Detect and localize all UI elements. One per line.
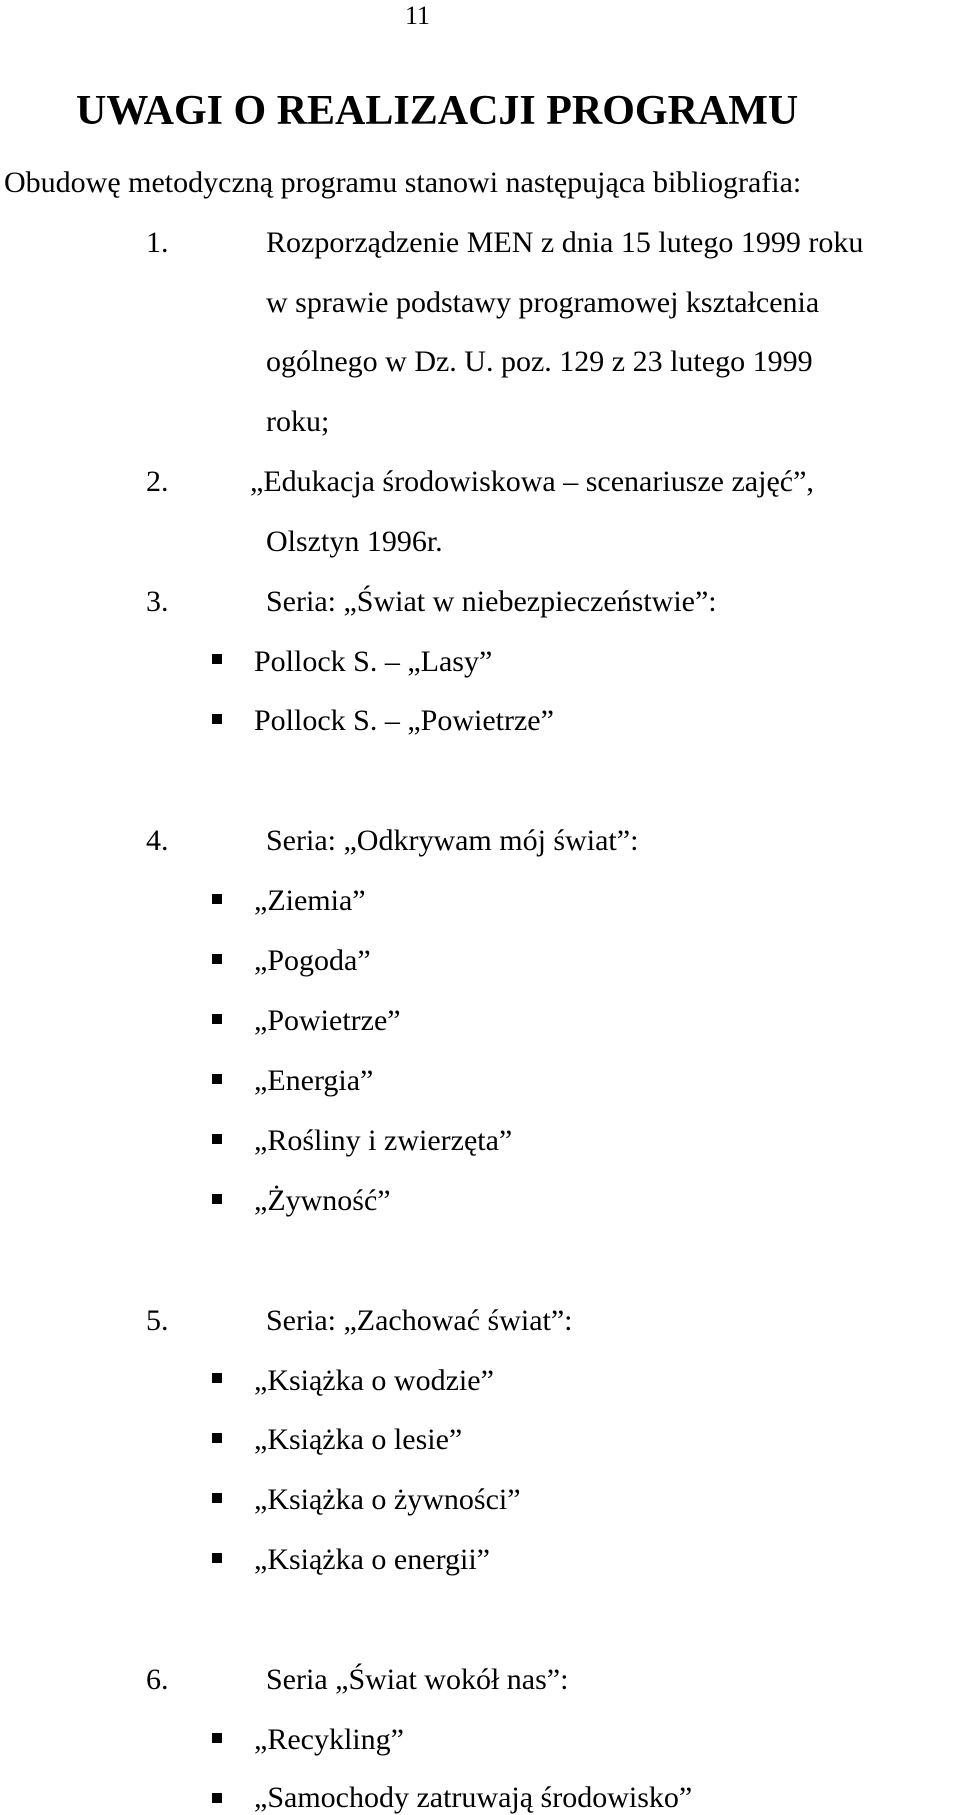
bullet-icon [212,654,222,664]
bullet-icon [212,954,222,964]
bullet-icon [212,894,222,904]
page-title: UWAGI O REALIZACJI PROGRAMU [76,88,799,134]
item-5-line-1: Seria: „Zachować świat”: [266,1304,573,1337]
bullet-icon [212,1493,222,1503]
item-4-bullet-1: „Ziemia” [254,884,366,917]
item-number-2: 2. [146,465,169,498]
item-1-line-2: w sprawie podstawy programowej kształcenia [266,286,820,319]
item-number-4: 4. [146,824,169,857]
bullet-icon [212,1553,222,1563]
item-6-bullet-2: „Samochody zatruwają środowisko” [254,1781,693,1814]
bullet-icon [212,1733,222,1743]
item-4-line-1: Seria: „Odkrywam mój świat”: [266,824,639,857]
bullet-icon [212,1134,222,1144]
item-2-line-2: Olsztyn 1996r. [266,525,443,558]
item-1-line-3: ogólnego w Dz. U. poz. 129 z 23 lutego 1999 [266,345,813,378]
item-5-bullet-3: „Książka o żywności” [254,1483,521,1516]
bullet-icon [212,714,222,724]
item-3-bullet-1: Pollock S. – „Lasy” [254,645,493,678]
item-4-bullet-3: „Powietrze” [254,1004,401,1037]
bullet-icon [212,1014,222,1024]
item-number-6: 6. [146,1663,169,1696]
item-4-bullet-2: „Pogoda” [254,944,371,977]
item-3-line-1: Seria: „Świat w niebezpieczeństwie”: [266,585,717,618]
bullet-icon [212,1793,222,1803]
item-5-bullet-1: „Książka o wodzie” [254,1364,494,1397]
bullet-icon [212,1373,222,1383]
item-2-line-1: „Edukacja środowiskowa – scenariusze zajęć”, [250,465,814,498]
item-3-bullet-2: Pollock S. – „Powietrze” [254,704,554,737]
bullet-icon [212,1074,222,1084]
item-1-line-1: Rozporządzenie MEN z dnia 15 lutego 1999 roku [266,226,864,259]
item-6-bullet-1: „Recykling” [254,1723,404,1756]
intro-text: Obudowę metodyczną programu stanowi następująca bibliografia: [4,166,802,199]
item-1-line-4: roku; [266,405,330,438]
item-number-5: 5. [146,1304,169,1337]
item-5-bullet-2: „Książka o lesie” [254,1423,463,1456]
page-number: 11 [405,1,431,30]
item-4-bullet-4: „Energia” [254,1064,374,1097]
bullet-icon [212,1194,222,1204]
item-number-1: 1. [146,226,169,259]
item-4-bullet-5: „Rośliny i zwierzęta” [254,1124,513,1157]
item-5-bullet-4: „Książka o energii” [254,1543,491,1576]
item-number-3: 3. [146,585,169,618]
item-4-bullet-6: „Żywność” [254,1184,391,1217]
item-6-line-1: Seria „Świat wokół nas”: [266,1663,569,1696]
bullet-icon [212,1433,222,1443]
